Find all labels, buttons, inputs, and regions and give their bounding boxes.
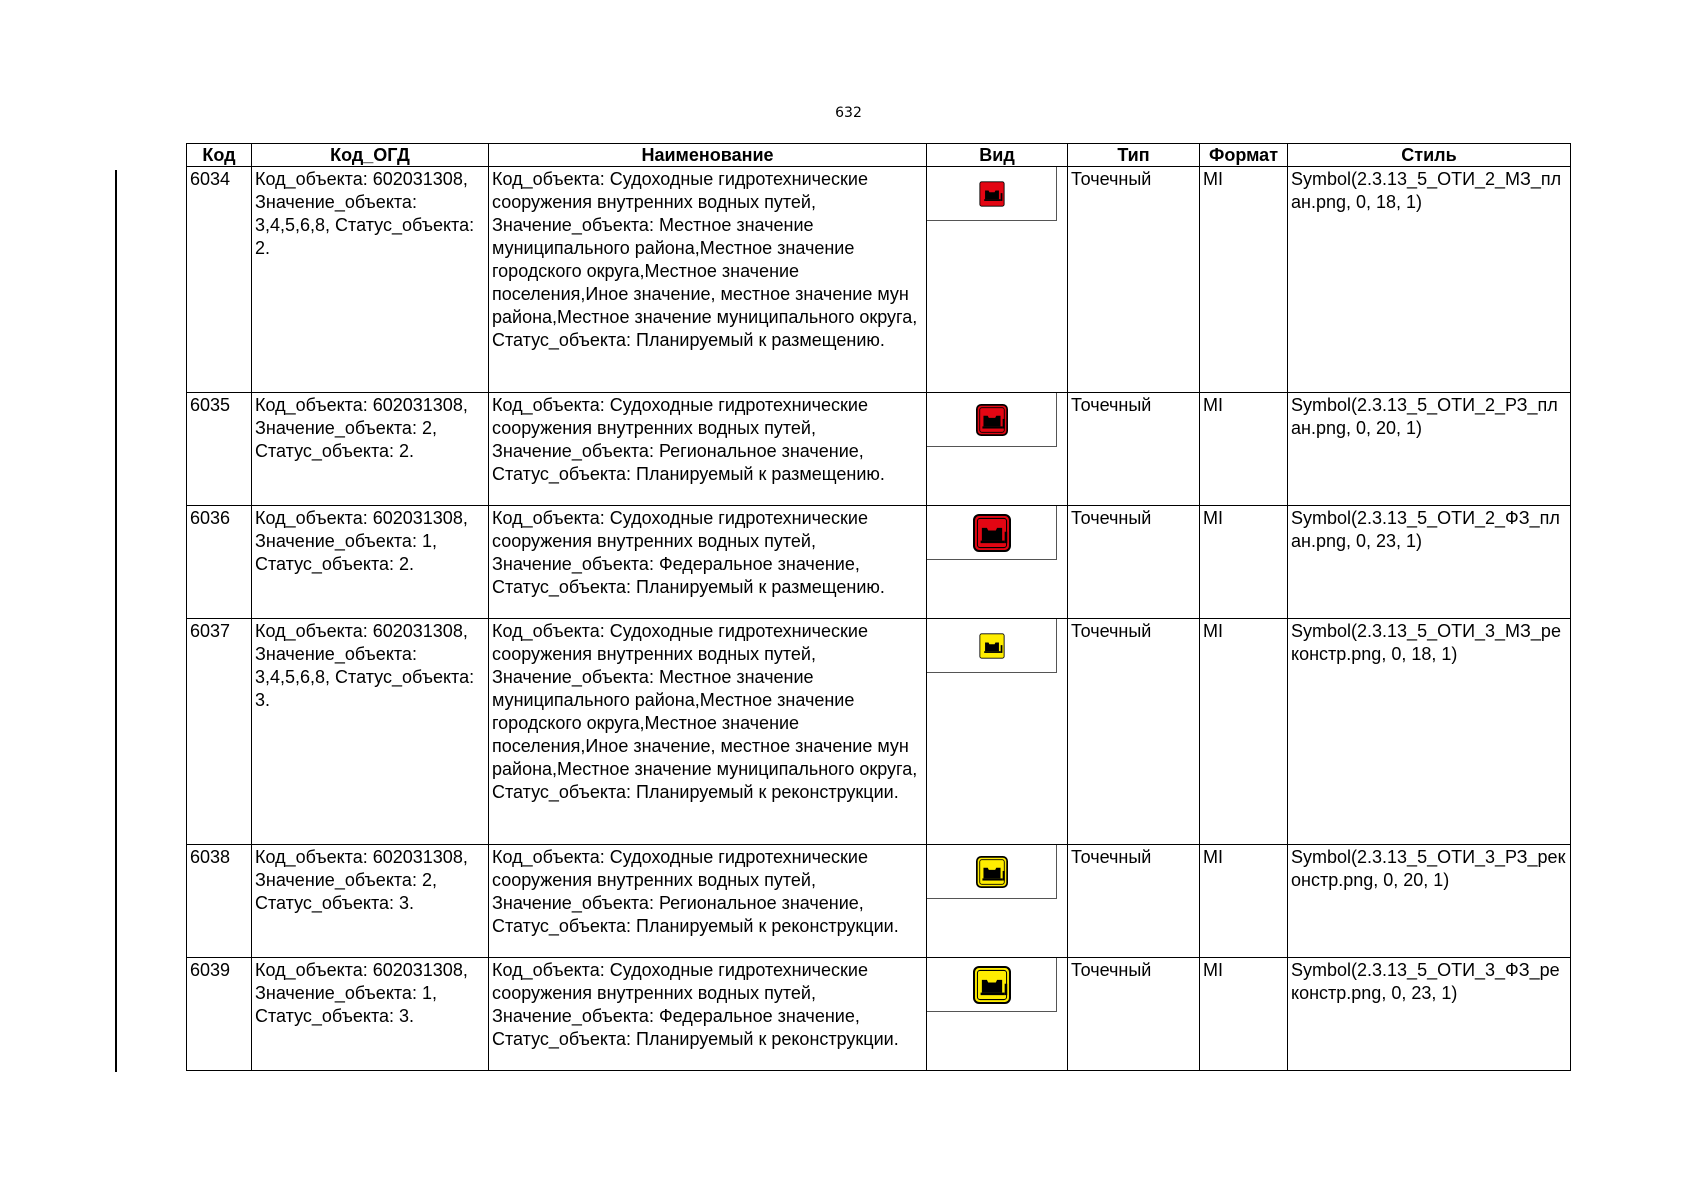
cell-style: Symbol(2.3.13_5_ОТИ_3_МЗ_реконстр.png, 0, 18, 1) [1288,619,1571,845]
header-ogd-code: Код_ОГД [252,144,489,167]
cell-ogd-code: Код_объекта: 602031308, Значение_объекта: 2, Статус_объекта: 2. [252,393,489,506]
symbol-frame [927,958,1057,1012]
cell-format: MI [1200,506,1288,619]
cell-type: Точечный [1068,506,1200,619]
cell-view [927,167,1068,393]
cell-ogd-code: Код_объекта: 602031308, Значение_объекта: 3,4,5,6,8, Статус_объекта: 2. [252,167,489,393]
table-row [187,958,1571,1071]
cell-code: 6034 [187,167,252,393]
table-row [187,845,1571,958]
table-row [187,619,1571,845]
cell-format: MI [1200,845,1288,958]
cell-type: Точечный [1068,167,1200,393]
symbol-frame [927,845,1057,899]
ship-lock-symbol-icon [976,856,1008,888]
cell-view [927,506,1068,619]
cell-type: Точечный [1068,393,1200,506]
cell-ogd-code: Код_объекта: 602031308, Значение_объекта: 1, Статус_объекта: 2. [252,506,489,619]
cell-name: Код_объекта: Судоходные гидротехнические сооружения внутренних водных путей, Значение_объекта: Местное значение муниципального района,Местное значение городского округа,Местное значение поселения,Иное значение, местное значение мун района,Местное значение муниципального округа, Статус_объекта: Планируемый к размещению. [489,167,927,393]
cell-ogd-code: Код_объекта: 602031308, Значение_объекта: 2, Статус_объекта: 3. [252,845,489,958]
cell-name: Код_объекта: Судоходные гидротехнические сооружения внутренних водных путей, Значение_объекта: Региональное значение, Статус_объекта: Планируемый к реконструкции. [489,845,927,958]
symbol-frame [927,506,1057,560]
cell-code: 6038 [187,845,252,958]
page-number: 632 [835,105,862,121]
symbol-registry-table [186,143,1571,1071]
cell-ogd-code: Код_объекта: 602031308, Значение_объекта: 1, Статус_объекта: 3. [252,958,489,1071]
header-view: Вид [927,144,1068,167]
header-format: Формат [1200,144,1288,167]
cell-name: Код_объекта: Судоходные гидротехнические сооружения внутренних водных путей, Значение_объекта: Федеральное значение, Статус_объекта: Планируемый к реконструкции. [489,958,927,1071]
ship-lock-symbol-icon [973,966,1011,1004]
table-row [187,506,1571,619]
cell-type: Точечный [1068,958,1200,1071]
header-style: Стиль [1288,144,1571,167]
cell-type: Точечный [1068,619,1200,845]
symbol-frame [927,619,1057,673]
header-type: Тип [1068,144,1200,167]
cell-type: Точечный [1068,845,1200,958]
cell-code: 6037 [187,619,252,845]
margin-change-bar [115,170,117,1072]
ship-lock-symbol-icon [979,181,1005,207]
cell-format: MI [1200,619,1288,845]
symbol-frame [927,167,1057,221]
cell-code: 6035 [187,393,252,506]
ship-lock-symbol-icon [976,404,1008,436]
header-code: Код [187,144,252,167]
cell-name: Код_объекта: Судоходные гидротехнические сооружения внутренних водных путей, Значение_объекта: Местное значение муниципального района,Местное значение городского округа,Местное значение поселения,Иное значение, местное значение мун района,Местное значение муниципального округа, Статус_объекта: Планируемый к реконструкции. [489,619,927,845]
cell-format: MI [1200,167,1288,393]
table-row [187,167,1571,393]
cell-view [927,393,1068,506]
cell-style: Symbol(2.3.13_5_ОТИ_2_РЗ_план.png, 0, 20, 1) [1288,393,1571,506]
symbol-frame [927,393,1057,447]
cell-view [927,845,1068,958]
cell-format: MI [1200,958,1288,1071]
cell-style: Symbol(2.3.13_5_ОТИ_2_МЗ_план.png, 0, 18, 1) [1288,167,1571,393]
cell-style: Symbol(2.3.13_5_ОТИ_2_ФЗ_план.png, 0, 23, 1) [1288,506,1571,619]
cell-style: Symbol(2.3.13_5_ОТИ_3_ФЗ_реконстр.png, 0, 23, 1) [1288,958,1571,1071]
ship-lock-symbol-icon [979,633,1005,659]
table-header-row [187,144,1571,167]
ship-lock-symbol-icon [973,514,1011,552]
cell-view [927,958,1068,1071]
cell-code: 6036 [187,506,252,619]
cell-name: Код_объекта: Судоходные гидротехнические сооружения внутренних водных путей, Значение_объекта: Федеральное значение, Статус_объекта: Планируемый к размещению. [489,506,927,619]
cell-view [927,619,1068,845]
cell-ogd-code: Код_объекта: 602031308, Значение_объекта: 3,4,5,6,8, Статус_объекта: 3. [252,619,489,845]
cell-format: MI [1200,393,1288,506]
cell-code: 6039 [187,958,252,1071]
header-name: Наименование [489,144,927,167]
cell-name: Код_объекта: Судоходные гидротехнические сооружения внутренних водных путей, Значение_объекта: Региональное значение, Статус_объекта: Планируемый к размещению. [489,393,927,506]
table-row [187,393,1571,506]
cell-style: Symbol(2.3.13_5_ОТИ_3_РЗ_реконстр.png, 0, 20, 1) [1288,845,1571,958]
